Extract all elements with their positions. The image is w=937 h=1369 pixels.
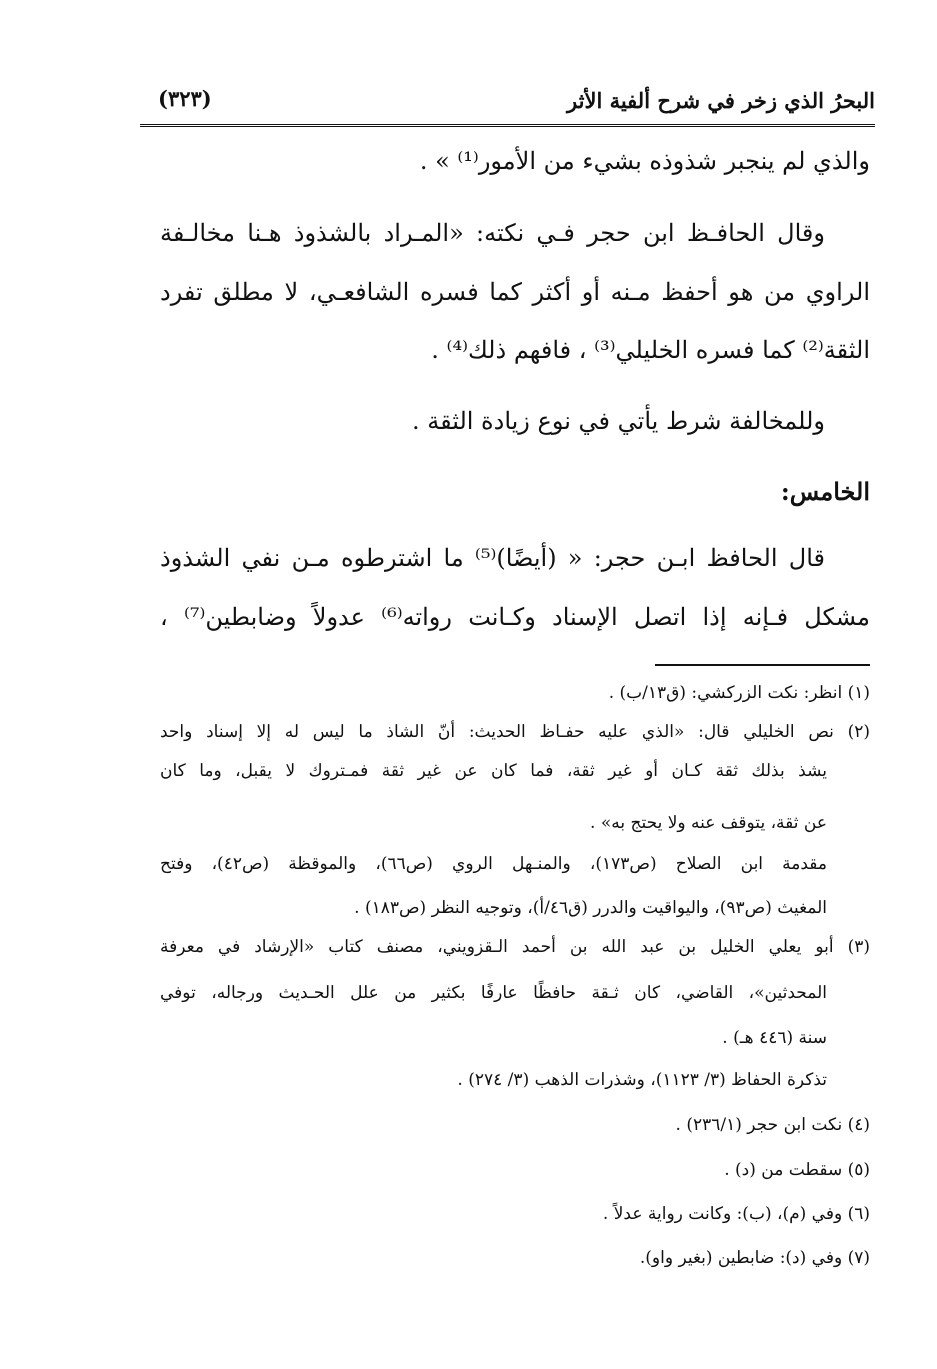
body-line-8: مشكل فـإنه إذا اتصل الإسناد وكـانت رواته⁽⁶⁾ عدولاً وضابطين⁽⁷⁾ ، <box>160 603 870 631</box>
footnote-4: (٤) نكت ابن حجر (٢٣٦/١) . <box>675 1115 870 1135</box>
section-heading: الخامس: <box>780 477 870 506</box>
running-header <box>140 80 875 127</box>
body-line-4: الثقة⁽²⁾ كما فسره الخليلي⁽³⁾ ، فافهم ذلك⁽⁴⁾ . <box>431 336 870 364</box>
footnote-2-cont-2: عن ثقة، يتوقف عنه ولا يحتج به» . <box>590 813 827 833</box>
footnote-3: (٣) أبو يعلي الخليل بن عبد الله بن أحمد الـقزويني، مصنف كتاب «الإرشاد في معرفة <box>160 937 871 957</box>
body-line-7: قال الحافظ ابـن حجر: « (أيضًا)⁽⁵⁾ ما اشترطوه مـن نفي الشذوذ <box>160 544 825 572</box>
footnote-2: (٢) نص الخليلي قال: «الذي عليه حفـاظ الحديث: أنّ الشاذ ما ليس له إلا إسناد واحد <box>160 722 870 742</box>
book-title: البحرُ الذي زخر في شرح ألفية الأثر <box>567 88 875 113</box>
body-line-1: والذي لم ينجبر شذوذه بشيء من الأمور⁽¹⁾ » . <box>419 147 870 175</box>
footnote-divider <box>655 664 870 666</box>
footnote-2-sources-2: المغيث (ص٩٣)، واليواقيت والدرر (ق٤٦/أ)، وتوجيه النظر (ص١٨٣) . <box>354 898 827 918</box>
footnote-1: (١) انظر: نكت الزركشي: (ق١٣/ب) . <box>608 683 870 703</box>
footnote-3-cont-2: سنة (٤٤٦ هـ) . <box>722 1028 827 1048</box>
footnote-3-sources: تذكرة الحفاظ (٣/ ١١٢٣)، وشذرات الذهب (٣/ ٢٧٤) . <box>457 1070 827 1090</box>
body-line-5: وللمخالفة شرط يأتي في نوع زيادة الثقة . <box>411 407 825 435</box>
footnote-6: (٦) وفي (م)، (ب): وكانت رواية عدلاً . <box>602 1204 870 1224</box>
page-number: (٣٢٣) <box>158 86 212 111</box>
footnote-3-cont-1: المحدثين»، القاضي، كان ثـقة حافظًا عارفًا بكثير من علل الحـديث ورجاله، توفي <box>160 983 827 1003</box>
footnote-5: (٥) سقطت من (د) . <box>724 1160 870 1180</box>
footnote-7: (٧) وفي (د): ضابطين (بغير واو). <box>639 1248 870 1268</box>
body-line-2: وقال الحافـظ ابن حجر فـي نكته: «المـراد بالشذوذ هـنا مخالـفة <box>160 219 825 247</box>
footnote-2-cont-1: يشذ بذلك ثقة كـان أو غير ثقة، فما كان عن غير ثقة فمـتروك لا يقبل، وما كان <box>160 761 827 781</box>
body-line-3: الراوي من هو أحفظ مـنه أو أكثر كما فسره الشافعـي، لا مطلق تفرد <box>160 278 870 306</box>
footnote-2-sources-1: مقدمة ابن الصلاح (ص١٧٣)، والمنـهل الروي (ص٦٦)، والموقظة (ص٤٢)، وفتح <box>160 854 828 874</box>
